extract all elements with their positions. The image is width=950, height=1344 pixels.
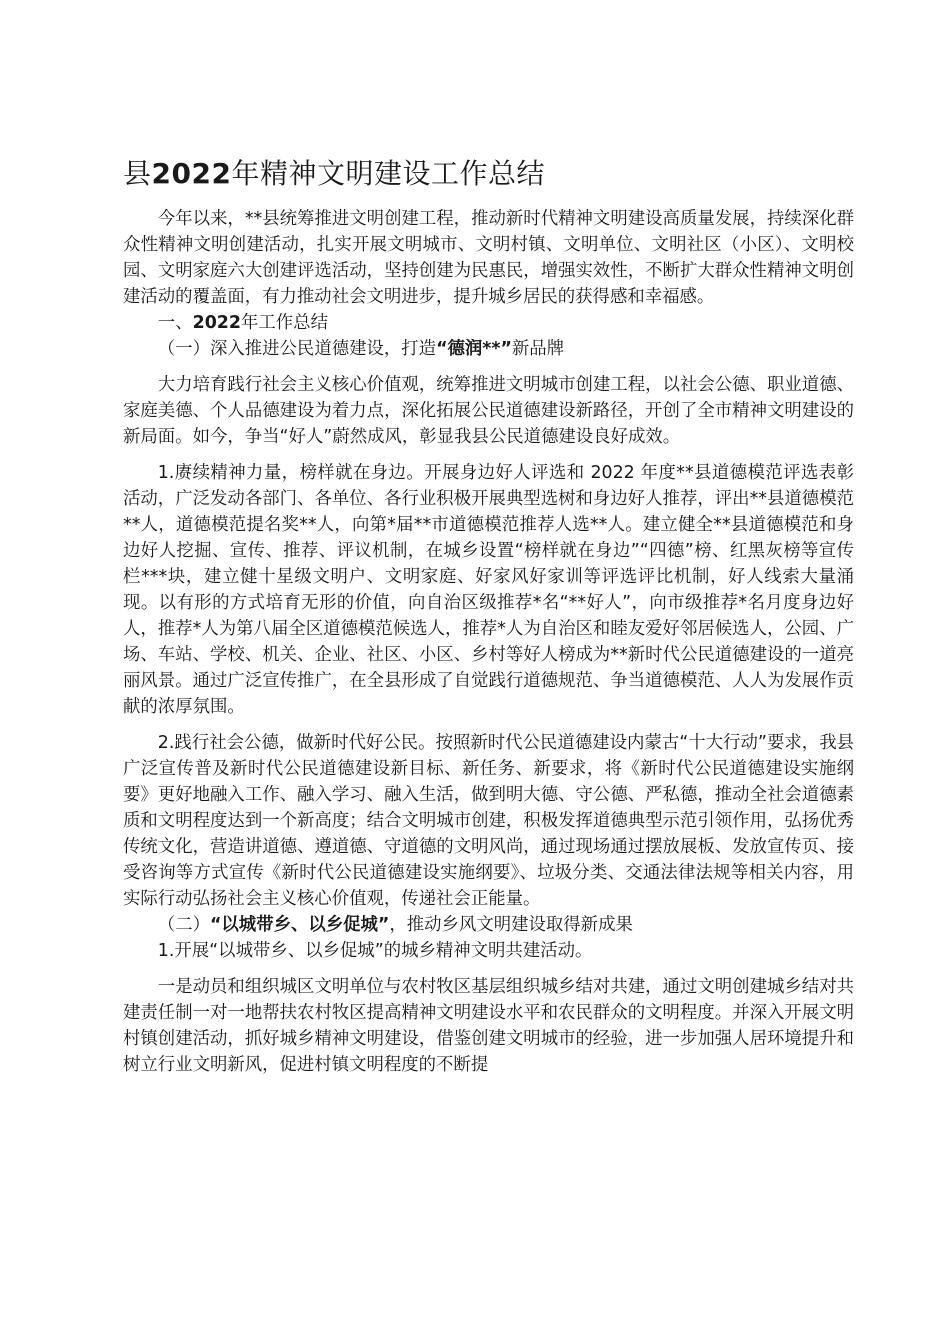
intro-paragraph: 今年以来，**县统筹推进文明创建工程，推动新时代精神文明建设高质量发展，持续深化群众性精神文明创建活动，扎实开展文明城市、文明村镇、文明单位、文明社区（小区）、文明校园、文明家庭六大创建评选活动，坚持创建为民惠民，增强实效性，不断扩大群众性精神文明创建活动的覆盖面，有力推动社会文明进步，提升城乡居民的获得感和幸福感。 (123, 209, 854, 307)
subsection-heading-1-suffix: 新品牌 (511, 339, 565, 359)
item-2-paragraph: 2.践行社会公德，做新时代好公民。按照新时代公民道德建设内蒙古“十大行动”要求，我县广泛宣传普及新时代公民道德建设新目标、新任务、新要求，将《新时代公民道德建设实施纲要》更好地融入工作、融入学习、融入生活，做到明大德、守公德、严私德，推动全社会道德素质和文明程度达到一个新高度；结合文明城市创建，积极发挥道德典型示范引领作用，弘扬优秀传统文化，营造讲道德、遵道德、守道德的文明风尚，通过现场通过摆放展板、发放宣传页、接受咨询等方式宣传《新时代公民道德建设实施纲要》、垃圾分类、交通法律法规等相关内容，用实际行动弘扬社会主义核心价值观，传递社会正能量。 (123, 733, 854, 909)
document-body (123, 206, 854, 1078)
subsection-heading-2-prefix: （二） (157, 915, 210, 935)
item-1-paragraph: 1.赓续精神力量，榜样就在身边。开展身边好人评选和 2022 年度**县道德模范评选表彰活动，广泛发动各部门、各单位、各行业积极开展典型选树和身边好人推荐，评出**县道德模范**人，道德模范提名奖**人，向第*届**市道德模范推荐人选**人。建立健全**县道德模范和身边好人挖掘、宣传、推荐、评议机制，在城乡设置“榜样就在身边”“四德”榜、红黑灰榜等宣传栏***块，建立健十星级文明户、文明家庭、好家风好家训等评选评比机制，好人线索大量涌现。以有形的方式培育无形的价值，向自治区级推荐*名“**好人”，向市级推荐*名月度身边好人，推荐*人为第八届全区道德模范候选人，推荐*人为自治区和睦友爱好邻居候选人，公园、广场、车站、学校、机关、企业、社区、小区、乡村等好人榜成为**新时代公民道德建设的一道亮丽风景。通过广泛宣传推广，在全县形成了自觉践行道德规范、争当道德模范、人人为发展作贡献的浓厚氛围。 (123, 463, 854, 717)
section-heading-1-year: 2022 (192, 313, 241, 333)
subsection-heading-2 (123, 912, 854, 938)
subsection-heading-1-prefix: （一）深入推进公民道德建设，打造 (157, 339, 437, 359)
subsection-heading-2-bold: “以城带乡、以乡促城” (209, 915, 390, 935)
subsection-1-body: 大力培育践行社会主义核心价值观，统筹推进文明城市创建工程，以社会公德、职业道德、家庭美德、个人品德建设为着力点，深化拓展公民道德建设新路径，开创了全市精神文明建设的新局面。如今，争当“好人”蔚然成风，彰显我县公民道德建设良好成效。 (123, 375, 854, 447)
title-prefix: 县 (123, 157, 152, 190)
title-suffix: 年精神文明建设工作总结 (231, 157, 545, 190)
item-2-1-heading: 1.开展“以城带乡、以乡促城”的城乡精神文明共建活动。 (157, 941, 593, 961)
item-2-1-body: 一是动员和组织城区文明单位与农村牧区基层组织城乡结对共建，通过文明创建城乡结对共建责任制一对一地帮扶农村牧区提高精神文明建设水平和农民群众的文明程度。并深入开展文明村镇创建活动，抓好城乡精神文明建设，借鉴创建文明城市的经验，进一步加强人居环境提升和树立行业文明新风，促进村镇文明程度的不断提 (123, 977, 854, 1075)
section-heading-1-prefix: 一、 (157, 313, 193, 333)
section-heading-1 (123, 310, 854, 336)
section-heading-1-suffix: 年工作总结 (241, 313, 328, 333)
document-title (123, 152, 545, 196)
subsection-heading-1 (123, 336, 854, 362)
subsection-heading-2-suffix: ，推动乡风文明建设取得新成果 (389, 915, 633, 935)
subsection-heading-1-brand: “德润**” (436, 339, 512, 359)
title-year: 2022 (151, 157, 232, 190)
